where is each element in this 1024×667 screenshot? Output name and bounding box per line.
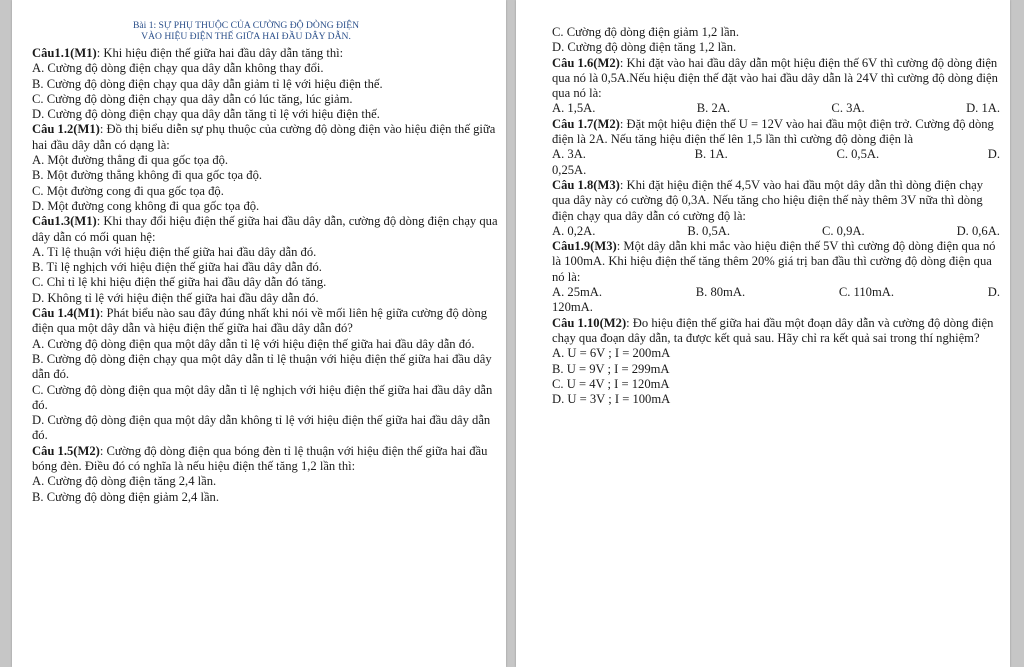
question-1-5-label: Câu 1.5(M2) (32, 443, 100, 458)
question-1-8-label: Câu 1.8(M3) (552, 177, 620, 192)
question-1-9-label: Câu1.9(M3) (552, 239, 617, 254)
question-1-1 (32, 46, 500, 61)
question-1-7-option-a: A. 3A. (552, 147, 586, 162)
question-1-1-label: Câu1.1(M1) (32, 46, 97, 60)
question-1-5 (32, 444, 500, 475)
page-right-content (552, 25, 1000, 407)
question-1-7-options (552, 147, 1000, 162)
question-1-4-stem: : Phát biểu nào sau đây đúng nhất khi nói về mối liên hệ giữa cường độ dòng điện qua một dây dẫn và hiệu điện thế giữa hai đầu dây dẫn đó? (32, 306, 488, 336)
question-1-6-option-c: C. 3A. (831, 101, 865, 116)
question-1-1-stem: : Khi hiệu điện thế giữa hai đầu dây dẫn tăng thì: (96, 46, 344, 60)
question-1-8-option-a: A. 0,2A. (552, 223, 596, 238)
question-1-6-stem: : Khi đặt vào hai đầu dây dẫn một hiệu điện thế 6V thì cường độ dòng điện qua nó là 0,5A.Nếu hiệu điện thế đặt vào hai đầu dây dẫn là 24V thì cường độ dòng điện qua nó là: (552, 55, 998, 101)
question-1-9-stem: : Một dây dẫn khi mắc vào hiệu điện thế 5V thì cường độ dòng điện qua nó là 100mA. Khi hiệu điện thế tăng thêm 20% giá trị ban đầu thì cường độ dòng điện qua nó là: (552, 239, 996, 284)
question-1-4-label: Câu 1.4(M1) (32, 306, 100, 321)
question-1-5-option-b: B. Cường độ dòng điện giảm 2,4 lần. (32, 489, 219, 504)
question-1-6-label: Câu 1.6(M2) (552, 55, 620, 70)
question-1-2-option-d: D. Một đường cong không đi qua gốc tọa độ. (32, 198, 260, 213)
question-1-7-option-b: B. 1A. (694, 147, 728, 162)
question-1-9-option-b: B. 80mA. (695, 285, 746, 300)
lesson-title-line-1: Bài 1: SỰ PHỤ THUỘC CỦA CƯỜNG ĐỘ DÒNG ĐIỆN (132, 20, 360, 31)
question-1-10 (552, 316, 1000, 347)
question-1-2-option-c: C. Một đường cong đi qua gốc tọa độ. (32, 183, 224, 198)
question-1-3-label: Câu1.3(M1) (32, 214, 97, 229)
question-1-10-option-c: C. U = 4V ; I = 120mA (552, 376, 670, 391)
question-1-8-option-d: D. 0,6A. (956, 223, 1000, 238)
question-1-10-stem: : Đo hiệu điện thế giữa hai đầu một đoạn dây dẫn và cường độ dòng điện chạy qua đoạn dây dẫn, ta được kết quả sau. Hãy chỉ ra kết quả sai trong thí nghiệm? (552, 315, 994, 345)
question-1-4-option-b: B. Cường độ dòng điện chạy qua một dây dẫn tỉ lệ thuận với hiệu điện thế giữa hai đầu dây dẫn đó. (32, 351, 492, 382)
question-1-4-option-d: D. Cường độ dòng điện qua một dây dẫn không tỉ lệ với hiệu điện thế giữa hai đầu dây dẫn đó. (32, 413, 491, 443)
question-1-8-option-c: C. 0,9A. (821, 223, 865, 238)
lesson-title (32, 21, 500, 42)
question-1-8-options (552, 224, 1000, 239)
question-1-8-option-b: B. 0,5A. (687, 223, 731, 238)
page-left-content (32, 21, 500, 505)
question-1-1-option-d: D. Cường độ dòng điện chạy qua dây dẫn tăng tỉ lệ với hiệu điện thế. (32, 107, 380, 122)
question-1-5-stem: : Cường độ dòng điện qua bóng đèn tỉ lệ thuận với hiệu điện thế giữa hai đầu bóng đèn. Điều đó có nghĩa là nếu hiệu điện thế tăng 1,2 lần thì: (32, 443, 488, 474)
question-1-3-option-d: D. Không tỉ lệ với hiệu điện thế giữa hai đầu dây dẫn đó. (32, 290, 319, 305)
question-1-10-option-d: D. U = 3V ; I = 100mA (552, 392, 671, 407)
lesson-title-line-2: VÀO HIỆU ĐIỆN THẾ GIỮA HAI ĐẦU DÂY DẪN. (141, 30, 351, 42)
question-1-3 (32, 214, 500, 245)
question-1-5-option-c: C. Cường độ dòng điện giảm 1,2 lần. (552, 25, 739, 39)
question-1-2-label: Câu 1.2(M1) (32, 122, 100, 137)
question-1-6-options (552, 101, 1000, 116)
question-1-6-option-b: B. 2A. (696, 101, 731, 116)
question-1-7 (552, 117, 1000, 148)
question-1-8 (552, 178, 1000, 224)
question-1-3-stem: : Khi thay đổi hiệu điện thế giữa hai đầu dây dẫn, cường độ dòng điện chạy qua dây dẫn có mối quan hệ: (32, 214, 498, 244)
question-1-1-option-c: C. Cường độ dòng điện chạy qua dây dẫn có lúc tăng, lúc giảm. (32, 91, 353, 106)
question-1-7-option-c: C. 0,5A. (836, 147, 880, 162)
document-page-left (12, 0, 506, 667)
question-1-6-option-a: A. 1,5A. (552, 101, 596, 116)
question-1-8-stem: : Khi đặt hiệu điện thế 4,5V vào hai đầu một dây dẫn thì dòng điện chạy qua dây này có cường độ 0,3A. Nếu tăng cho hiệu điện thế này thêm 3V nữa thì dòng điện chạy qua dây dẫn có cường độ là: (552, 177, 984, 223)
question-1-4-option-a: A. Cường độ dòng điện qua một dây dẫn tỉ lệ với hiệu điện thế giữa hai đầu dây dẫn đó. (32, 336, 475, 351)
question-1-9 (552, 239, 1000, 285)
question-1-6-option-d: D. 1A. (966, 101, 1000, 116)
question-1-7-option-d: D. (987, 147, 1000, 162)
question-1-9-option-a: A. 25mA. (552, 285, 603, 300)
question-1-3-option-a: A. Tỉ lệ thuận với hiệu điện thế giữa hai đầu dây dẫn đó. (32, 244, 317, 259)
question-1-2-stem: : Đồ thị biểu diễn sự phụ thuộc của cường độ dòng điện vào hiệu điện thế giữa hai đầu dây dẫn có dạng là: (32, 122, 496, 152)
question-1-10-option-a: A. U = 6V ; I = 200mA (552, 346, 671, 361)
question-1-2-option-b: B. Một đường thẳng không đi qua gốc tọa độ. (32, 168, 263, 183)
question-1-4 (32, 306, 500, 337)
question-1-4-option-c: C. Cường độ dòng điện qua một dây dẫn tỉ lệ nghịch với hiệu điện thế giữa hai đầu dây dẫn đó. (32, 382, 493, 412)
question-1-1-option-a: A. Cường độ dòng điện chạy qua dây dẫn không thay đổi. (32, 61, 324, 76)
question-1-1-option-b: B. Cường độ dòng điện chạy qua dây dẫn giảm tỉ lệ với hiệu điện thế. (32, 76, 383, 91)
question-1-2 (32, 122, 500, 153)
question-1-7-stem: : Đặt một hiệu điện thế U = 12V vào hai đầu một điện trở. Cường độ dòng điện là 2A. Nếu tăng hiệu điện thế lên 1,5 lần thì cường độ dòng điện là (552, 116, 994, 147)
question-1-3-option-c: C. Chỉ tỉ lệ khi hiệu điện thế giữa hai đầu dây dẫn đó tăng. (32, 275, 327, 290)
question-1-5-option-d: D. Cường độ dòng điện tăng 1,2 lần. (552, 40, 737, 55)
question-1-9-options (552, 285, 1000, 300)
question-1-9-option-d: D. (987, 285, 1000, 300)
document-page-right (516, 0, 1010, 667)
question-1-7-label: Câu 1.7(M2) (552, 116, 620, 131)
question-1-9-option-d-value: 120mA. (552, 300, 593, 315)
question-1-6 (552, 56, 1000, 102)
question-1-2-option-a: A. Một đường thẳng đi qua gốc tọa độ. (32, 153, 229, 168)
question-1-5-option-a: A. Cường độ dòng điện tăng 2,4 lần. (32, 474, 217, 489)
question-1-7-option-d-value: 0,25A. (552, 162, 587, 177)
question-1-10-option-b: B. U = 9V ; I = 299mA (552, 361, 670, 376)
question-1-10-label: Câu 1.10(M2) (552, 315, 627, 330)
question-1-9-option-c: C. 110mA. (838, 285, 895, 300)
question-1-3-option-b: B. Tỉ lệ nghịch với hiệu điện thế giữa hai đầu dây dẫn đó. (32, 260, 322, 275)
